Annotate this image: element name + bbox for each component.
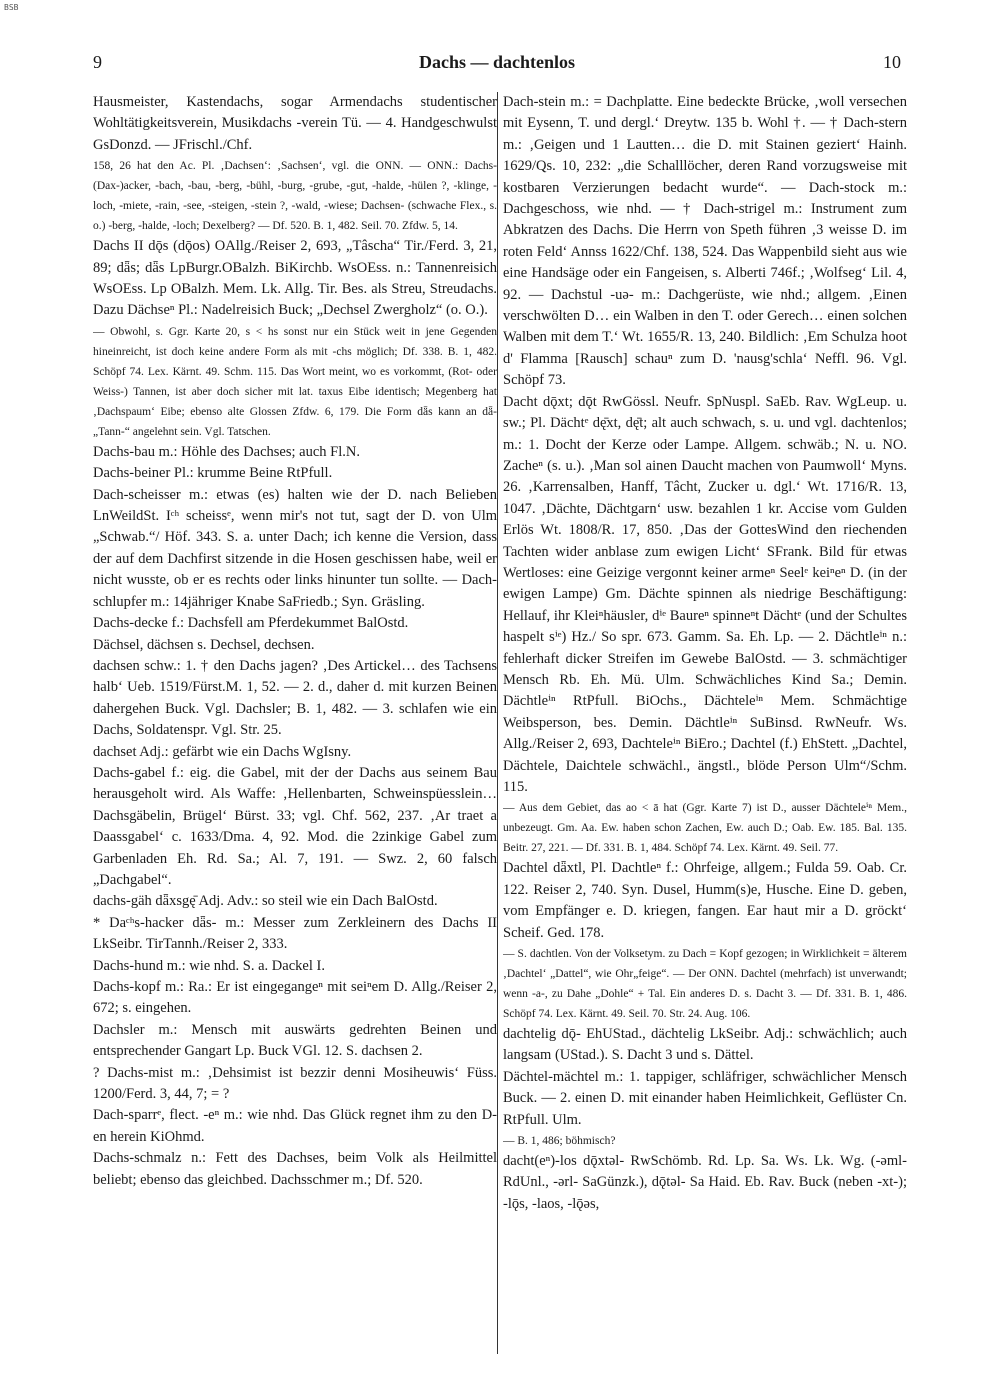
dictionary-entry: Dachs-kopf m.: Ra.: Er ist eingegangeⁿ mit seiⁿem D. Allg./Reiser 2, 672; s. eingehen. <box>93 979 497 1017</box>
dictionary-entry: Dachsler m.: Mensch mit auswärts gedrehten Beinen und entsprechender Gangart Lp. Buck VGl. 12. S. dachsen 2. <box>93 1021 497 1060</box>
dictionary-entry: Dach-scheisser m.: etwas (es) halten wie der D. nach Belieben LnWeildSt. Iᶜʰ scheissᵉ, wenn mir's not tut, sagt der D. von Ulm „Schwab.“/ Höf. 343. S. a. unter Dach; ich kenne die Version, dass der auf dem Dachfirst sitzende in die Hosen geschissen habe, weil er nicht wusste, ob er es rechts oder links hinunter tun sollte. — Dach-schlupfer m.: 14jähriger Knabe SaFriedb.; Syn. Gräsling. <box>93 486 497 610</box>
column-divider <box>497 92 498 1354</box>
dictionary-entry: 158, 26 hat den Ac. Pl. ‚Dachsen‘: ‚Sachsen‘, vgl. die ONN. — ONN.: Dachs-(Dax-)acker, -bach, -bau, -berg, -bühl, -burg, -grube, -gut, -halde, -hülen ?, -klinge, -loch, -miete, -rain, -see, -steigen, -stein ?, -wald, -wiese; Dachsen- (schwache Flex., s. o.) -berg, -halde, -loch; Dexelberg? — Df. 520. B. 1, 482. Seil. 70. Zfdw. 5, 14. <box>93 160 497 233</box>
dictionary-entry: Dach-sparrᵉ, flect. -eⁿ m.: wie nhd. Das Glück regnet ihm zu den D-en herein KiOhmd. <box>93 1107 497 1145</box>
dictionary-entry: Dacht dǭxt; dǭt RwGössl. Neufr. SpNuspl. SaEb. Rav. WgLeup. u. sw.; Pl. Dächtᵉ dę̄xt, dę̄t; alt auch schwach, s. u. und vgl. dachtenlos; m.: 1. Docht der Kerze oder Lampe. Allgem. schwäb.; N. u. NO. Zacheⁿ (s. u.). ‚Man sol ainen Daucht machen von Paumwoll‘ Myns. 26. ‚Karrensalben, Hanff, Tâcht, Zucker u. dgl.‘ Wt. 1716/R. 13, 1047. ‚Dächte, Dächtgarn‘ usw. bezahlen 1 kr. Accise vom Gulden Erlös Wt. 1808/R. 17, 850. ‚Das der GottesWind den riechenden Tachten wider anblase zum ewigen Licht‘ SFrank. Bild für etwas Wertloses: eine Geizige vergonnt keiner armeⁿ Seelᵉ keiⁿeⁿ D. (in der ewigen Lampe) Gm. Dächte spinnen als niedrige Beschäftigung: Hellauf, ihr Kleiⁿhäusler, dⁱᵉ Baureⁿ spinneⁿt Dächtᵉ (und der Schultes haspelt sⁱᵉ) Hz./ So spr. 673. Gamm. Sa. Eh. Lp. — 2. Dächtleⁱⁿ n.: fehlerhaft dicker Streifen im Gewebe BalOstd. — 3. schmächtiger Mensch Rb. Eh. Mü. Ulm. Schwächliches Kind Sa.; Demin. Dächtleⁱⁿ RtPfull. BiOchs., Dächteleⁱⁿ Mem. Schmächtige Weibsperson, bes. Demin. Dächtleⁱⁿ SuBinsd. RwNeufr. Ws. Allg./Reiser 2, 693, Dachteleⁱⁿ BiEro.; Dachtel (f.) EhStett. „Dachtel, Dächtele, Daichtele schwächl., ängstl., blöde Person Ulm“/Schm. 115. <box>503 393 907 795</box>
page-number-left: 9 <box>93 52 102 72</box>
running-title: Dachs — dachtenlos <box>418 52 575 72</box>
dictionary-entry: dacht(eⁿ)-los dǭxtəl- RwSchömb. Rd. Lp. Sa. Ws. Lk. Wg. (-əml- RdUnl., -ərl- SaGünzk.), dǭtəl- Sa Haid. Eb. Rav. Buck (neben -xt-); -lǭs, -laos, -lǭəs, <box>503 1153 907 1212</box>
dictionary-entry: — B. 1, 486; böhmisch? <box>503 1135 616 1148</box>
dictionary-entry: Dächtel-mächtel m.: 1. tappiger, schläfriger, schwächlicher Mensch Buck. — 2. einen D. mit einander haben Heimlichkeit, Geflüster Cn. RtPfull. Ulm. <box>503 1068 907 1128</box>
dictionary-entry: Dachs-schmalz n.: Fett des Dachses, beim Volk als Heilmittel beliebt; ebenso das gleichbed. Dachsschmer m.; Df. 520. <box>93 1150 497 1188</box>
right-column <box>503 92 907 1357</box>
dictionary-entry: Dachtel dǟxtl, Pl. Dachtleⁿ f.: Ohrfeige, allgem.; Fulda 59. Oab. Cr. 122. Reiser 2, 740. Syn. Dusel, Humm(s)e, Husche. Eine D. geben, vom Empfänger e. D. kriegen, fangen. Ear haut mir a D. gröckt‘ Scheif. Ged. 178. <box>503 860 907 941</box>
dictionary-entry: Dachs-hund m.: wie nhd. S. a. Dackel I. <box>93 957 325 974</box>
dictionary-entry: Dachs-gabel f.: eig. die Gabel, mit der der Dachs aus seinem Bau herausgeholt wird. Als Waffe: ‚Hellenbarten, Schweinspüesslein… Dachsgäbelin, Brügel‘ Bürst. 33; vgl. Chf. 562, 237. ‚Ar traet a Daassgabel‘ c. 1633/Dma. 4, 92. Mod. die 2zinkige Gabel zum Garbenladen Eh. Rd. Sa.; Al. 7, 191. — Swz. 2, 60 falsch „Dachgabel“. <box>93 764 497 888</box>
dictionary-entry: Dachs-decke f.: Dachsfell am Pferdekummet BalOstd. <box>93 615 409 632</box>
dictionary-entry: dachsen schw.: 1. † den Dachs jagen? ‚Des Artickel… des Tachsens halb‘ Ueb. 1519/Fürst.M. 1, 52. — 2. d., daher d. mit kurzen Beinen dahergehen Buck. Vgl. Dachsler; B. 1, 482. — 3. schlafen wie ein Dachs, Soldatenspr. Vgl. Str. 25. <box>93 657 497 739</box>
dictionary-entry: Dächsel, dächsen s. Dechsel, dechsen. <box>93 636 315 653</box>
dictionary-entry: Dachs-beiner Pl.: krumme Beine RtPfull. <box>93 465 333 482</box>
dictionary-entry: * Daᶜʰs-hacker dǟs- m.: Messer zum Zerkleinern des Dachs II LkSeibr. TirTannh./Reiser 2, 333. <box>93 914 497 953</box>
dictionary-entry: ? Dachs-mist m.: ‚Dehsimist ist bezzir denni Mosiheuwis‘ Füss. 1200/Ferd. 3, 44, 7; = ? <box>93 1064 497 1103</box>
dictionary-entry: — Obwohl, s. Ggr. Karte 20, s < hs sonst nur ein Stück weit in jene Gegenden hineinreicht, ist doch keine andere Form als mit -chs möglich; Df. 338. B. 1, 482. Schöpf 74. Lex. Kärnt. 49. Schm. 115. Das Wort meint, wo es vorkommt, (Rot- oder Weiss-) Tannen, ist aber doch sicher mit lat. taxus Eibe identisch; Megenberg hat ‚Dachspaum‘ Eibe; ebenso alte Glossen Zfdw. 6, 179. Die Form dǟs kann an dǟ- „Tann-“ angelehnt sein. Vgl. Tatschen. <box>93 325 497 438</box>
dictionary-entry: Hausmeister, Kastendachs, sogar Armendachs studentischer Wohltätigkeitsverein, Musikdachs -verein Tü. — 4. Handgeschwulst GsDonzd. — JFrischl./Chf. <box>93 94 497 153</box>
library-mark: BSB <box>4 3 19 12</box>
dictionary-entry: dachset Adj.: gefärbt wie ein Dachs WgIsny. <box>93 743 352 760</box>
dictionary-entry: dachs-gäh dǟxsgę̄ Adj. Adv.: so steil wie ein Dach BalOstd. <box>93 893 438 910</box>
dictionary-entry: — S. dachtlen. Von der Volksetym. zu Dach = Kopf gezogen; in Wirklichkeit = älterem ‚Dachtel‘ „Dattel“, wie Ohr„feige“. — Der ONN. Dachtel (mehrfach) ist unverwandt; wenn -a-, zu Dahe „Dohle“ + Tal. Ein anderes D. s. Dacht 3. — Df. 331. B. 1, 486. Schöpf 74. Lex. Kärnt. 49. Seil. 70. Str. 24. Aug. 106. <box>503 948 907 1021</box>
left-column <box>93 92 497 1357</box>
page-number-right: 10 <box>883 52 901 72</box>
dictionary-entry: Dach-stein m.: = Dachplatte. Eine bedeckte Brücke, ‚woll versechen mit Eysenn, T. und dergl.‘ Dreytw. 135 b. Wohl †. — † Dach-stern m.: ‚Geigen und 1 Lautten… die D. mit Stainen geziert‘ Hainh. 1629/Qs. 10, 232: „die Schalllöcher, deren Rand vorzugsweise mit kostbaren Verzierungen bedacht wurde“. — Dach-stock m.: Dachgeschoss, wie nhd. — † Dach-strigel m.: Instrument zum Abkratzen des Dachs. Die Herrn von Speth führen ‚3 weisse D. im roten Feld‘ Annss 1622/Chf. 138, 524. Das Wappenbild sieht aus wie eine Handsäge oder ein Fangeisen, s. Alberti 746f.; ‚Wolfseg‘ Lil. 4, 92. — Dachstul -uə- m.: Dachgerüste, wie nhd.; allgem. ‚Einen verschwölten D… ein Walben in den T. oder Gerech… einen solchen Walben mit dem T.‘ Wt. 1655/R. 13, 240. Bildlich: ‚Em Schulza hoot d' Flamma [Rausch] schauⁿ zum D. 'nausg'schla‘ Neffl. 96. Vgl. Schöpf 73. <box>503 94 907 389</box>
dictionary-entry: — Aus dem Gebiet, das ao < ā hat (Ggr. Karte 7) ist D., ausser Dächteleⁱⁿ Mem., unbezeugt. Gm. Aa. Ew. haben schon Zachen, Ew. auch D.; Oab. Ew. 185. Bal. 135. Beitr. 27, 221. — Df. 331. B. 1, 484. Schöpf 74. Lex. Kärnt. 49. Seil. 77. <box>503 802 907 855</box>
dictionary-entry: Dachs II dǭs (dǭos) OAllg./Reiser 2, 693, „Tâscha“ Tir./Ferd. 3, 21, 89; dǟs; dǟs LpBurgr.OBalzh. BiKirchb. WsOEss. n.: Tannenreisich WsOEss. Lp OBalzh. Mem. Lk. Allg. Tir. Bes. als Streu, Streudachs. Dazu Dächseⁿ Pl.: Nadelreisich Buck; „Dechsel Zwergholz“ (o. O.). <box>93 238 497 319</box>
page-header <box>93 52 901 76</box>
dictionary-entry: Dachs-bau m.: Höhle des Dachses; auch Fl.N. <box>93 443 360 460</box>
dictionary-entry: dachtelig dǭ- EhUStad., dächtelig LkSeibr. Adj.: schwächlich; auch langsam (UStad.). S. Dacht 3 und s. Dättel. <box>503 1026 907 1064</box>
